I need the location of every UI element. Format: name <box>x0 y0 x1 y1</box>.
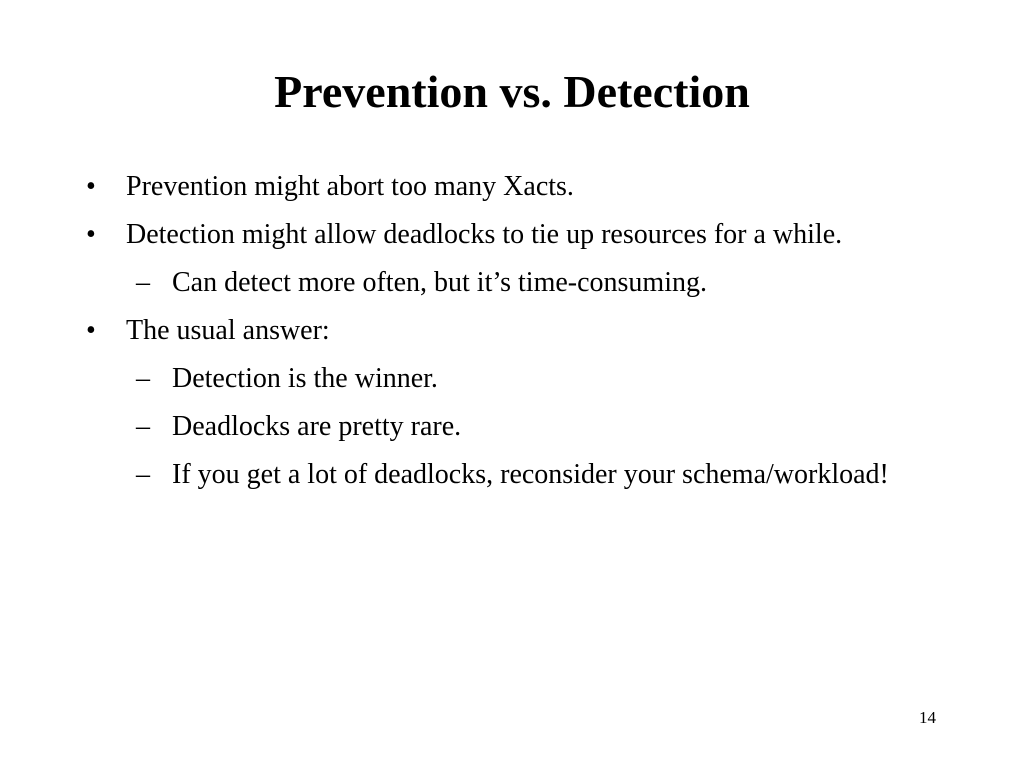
sub-bullet-item <box>136 454 932 496</box>
bullet-text: Prevention might abort too many Xacts. <box>126 171 574 202</box>
dash-icon: – <box>136 459 150 490</box>
slide-title: Prevention vs. Detection <box>274 66 750 117</box>
dash-icon: – <box>136 363 150 394</box>
dash-icon: – <box>136 267 150 298</box>
bullet-item <box>86 214 926 256</box>
bullet-text: The usual answer: <box>126 315 330 346</box>
sub-bullet-item <box>136 406 932 448</box>
sub-bullet-text: If you get a lot of deadlocks, reconsider your schema/workload! <box>172 459 889 490</box>
slide-body <box>0 166 1024 496</box>
bullet-item <box>86 166 926 208</box>
bullet-icon: • <box>86 171 96 202</box>
sub-bullet-text: Can detect more often, but it’s time-consuming. <box>172 267 707 298</box>
sub-bullet-text: Detection is the winner. <box>172 363 438 394</box>
sub-bullet-text: Deadlocks are pretty rare. <box>172 411 462 442</box>
bullet-text: Detection might allow deadlocks to tie up resources for a while. <box>126 219 843 250</box>
sub-bullet-item <box>136 358 932 400</box>
bullet-icon: • <box>86 315 96 346</box>
bullet-item <box>86 310 926 352</box>
bullet-icon: • <box>86 219 96 250</box>
dash-icon: – <box>136 411 150 442</box>
sub-bullet-item <box>136 262 932 304</box>
page-number: 14 <box>919 708 936 727</box>
